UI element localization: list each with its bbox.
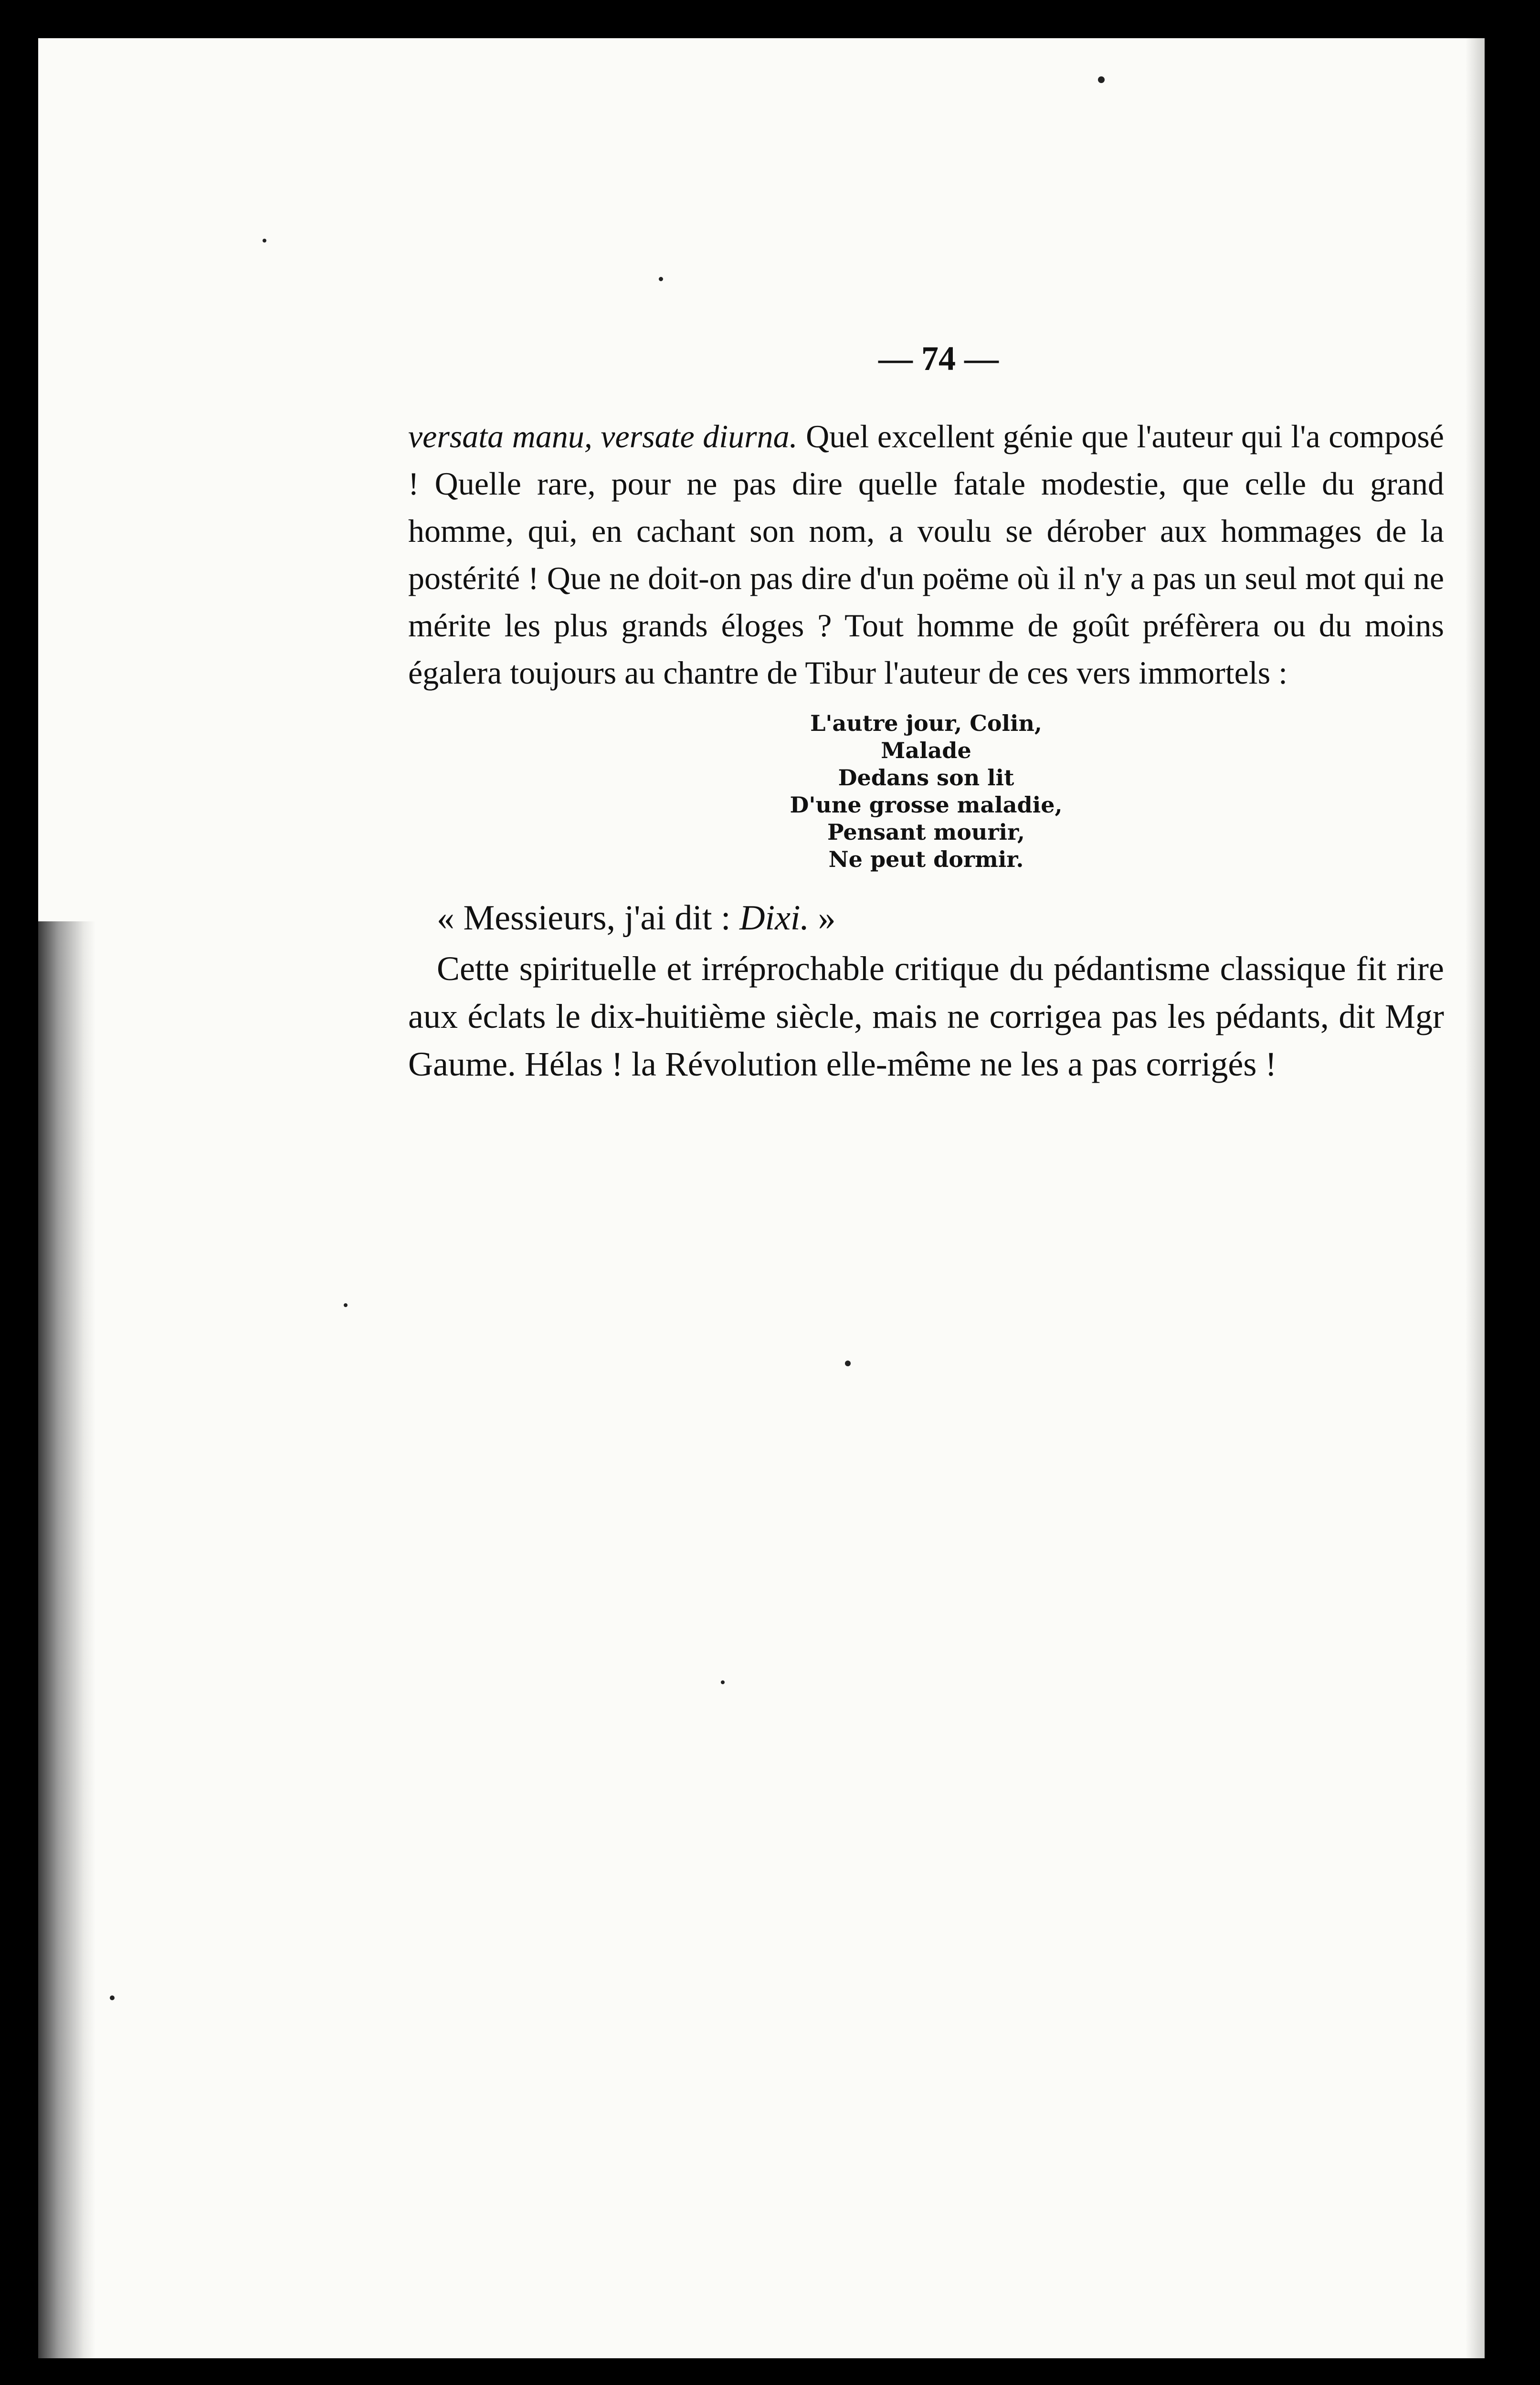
scan-speck — [659, 277, 663, 281]
paragraph-1 — [408, 413, 1444, 697]
scan-speck — [263, 239, 266, 243]
verse-line: Malade — [881, 738, 971, 763]
page-edge — [1466, 38, 1485, 2358]
scan-speck — [721, 1680, 725, 1684]
book-page — [38, 38, 1485, 2358]
verse-line: L'autre jour, Colin, — [810, 710, 1042, 736]
body-text — [408, 413, 1444, 1088]
verse-line: Dedans son lit — [838, 765, 1014, 791]
scan-speck — [845, 1361, 851, 1366]
verse-line: Pensant mourir, — [827, 819, 1025, 845]
verse-quotation — [408, 710, 1444, 873]
scan-speck — [110, 1995, 115, 2000]
quote-open: « Messieurs, j'ai dit : — [437, 898, 740, 938]
scan-speck — [1098, 76, 1105, 83]
quote-italic: Dixi. — [739, 898, 809, 938]
page-number: — 74 — — [878, 339, 999, 378]
verse-line: Ne peut dormir. — [828, 846, 1024, 872]
paragraph-2: Cette spirituelle et irréprochable critique du pédantisme classique fit rire aux éclats le dix-huitième siècle, mais ne corrigea pas les pédants, dit Mgr Gaume. Hélas ! la Révolution elle-même ne les a pas corrigés ! — [408, 950, 1444, 1083]
scan-speck — [344, 1303, 348, 1307]
quote-close: » — [809, 898, 836, 938]
page-gutter-shadow — [38, 921, 95, 2358]
verse-line: D'une grosse maladie, — [790, 792, 1063, 818]
closing-quote — [437, 894, 1444, 942]
latin-phrase: versata manu, versate diurna. — [408, 418, 798, 454]
paragraph-1-text: Quel excellent génie que l'auteur qui l'a composé ! Quelle rare, pour ne pas dire quelle fatale modestie, que celle du grand homme, qui, en cachant son nom, a voulu se dérober aux hommages de la postérité ! Que ne doit-on pas dire d'un poëme où il n'y a pas un seul mot qui ne mérite les plus grands éloges ? Tout homme de goût préfèrera ou du moins égalera toujours au chantre de Tibur l'auteur de ces vers immortels : — [408, 418, 1444, 691]
